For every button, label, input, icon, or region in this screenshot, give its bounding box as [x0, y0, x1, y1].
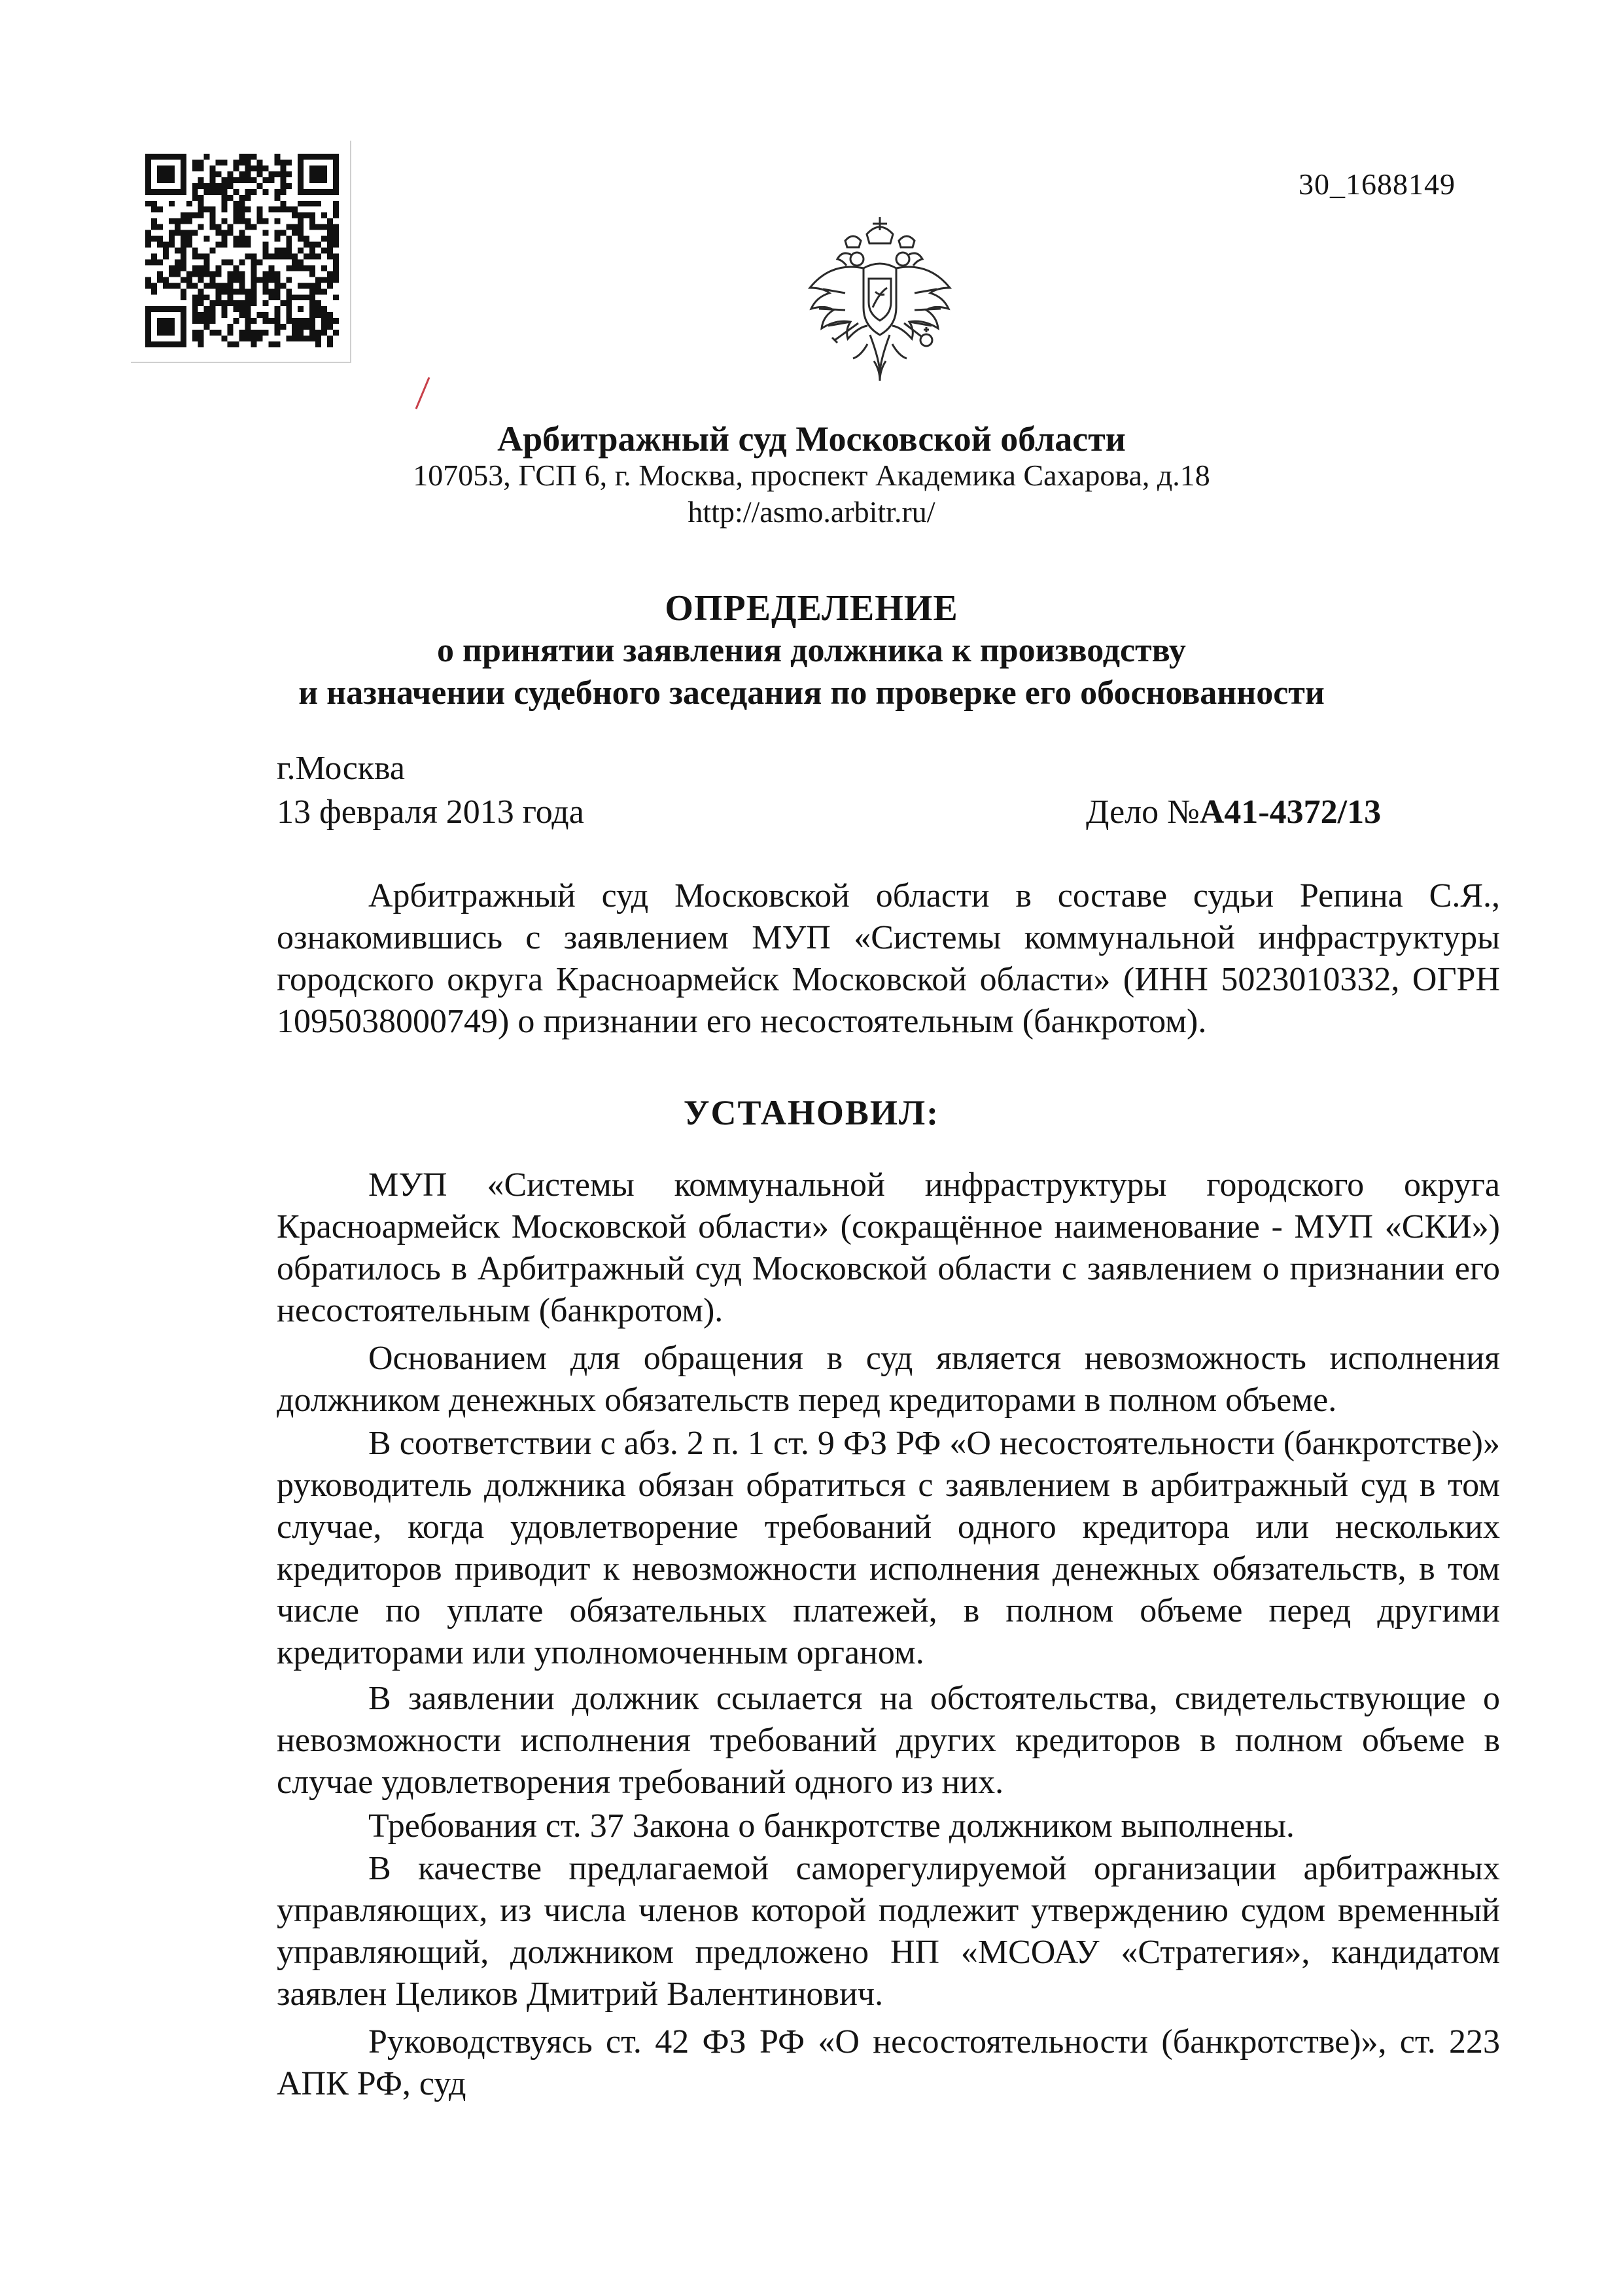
paragraph-text: Руководствуясь ст. 42 ФЗ РФ «О несостоятельности (банкротстве)», ст. 223 АПК РФ, суд [277, 2023, 1500, 2102]
body-paragraph [277, 1678, 1500, 1803]
body-paragraph [277, 1805, 1500, 1847]
paragraph-text: В качестве предлагаемой саморегулируемой организации арбитражных управляющих, из числа членов которой подлежит утверждению судом временный управляющий, должником предложено НП «МСОАУ «Стратегия», кандидатом заявлен Целиков Дмитрий Валентинович. [277, 1850, 1500, 2013]
court-website: http://asmo.arbitr.ru/ [688, 495, 935, 529]
place-of-issue: г.Москва [277, 750, 405, 787]
court-name: Арбитражный суд Московской области [497, 419, 1126, 459]
coat-of-arms-icon [805, 216, 955, 386]
court-address: 107053, ГСП 6, г. Москва, проспект Академика Сахарова, д.18 [413, 459, 1210, 492]
body-paragraph [277, 1338, 1500, 1421]
issue-date: 13 февраля 2013 года [277, 793, 584, 831]
qr-code-graphic [145, 154, 339, 347]
paragraph-text: В соответствии с абз. 2 п. 1 ст. 9 ФЗ РФ «О несостоятельности (банкротстве)» руководитель должника обязан обратиться с заявлением в арбитражный суд в том случае, когда удовлетворение требований одного кредитора или нескольких кредиторов приводит к невозможности исполнения денежных обязательств, в том числе по уплате обязательных платежей, в полном объеме перед другими кредиторами или уполномоченным органом. [277, 1425, 1500, 1671]
section-heading: УСТАНОВИЛ: [683, 1093, 940, 1132]
document-subtitle-line-1: о принятии заявления должника к производству [437, 632, 1186, 669]
qr-code-icon [131, 141, 351, 363]
case-prefix: Дело № [1086, 793, 1200, 831]
intro-paragraph [277, 875, 1500, 1043]
body-paragraph [277, 1848, 1500, 2015]
body-paragraph [277, 1423, 1500, 1674]
case-number [1086, 793, 1381, 831]
body-paragraph [277, 1164, 1500, 1332]
paragraph-text: Требования ст. 37 Закона о банкротстве должником выполнены. [368, 1807, 1295, 1845]
document-id: 30_1688149 [1299, 167, 1456, 201]
document-subtitle-line-2: и назначении судебного заседания по проверке его обоснованности [298, 674, 1325, 712]
intro-text: Арбитражный суд Московской области в составе судьи Репина С.Я., ознакомившись с заявлением МУП «Системы коммунальной инфраструктуры городского округа Красноармейск Московской области» (ИНН 5023010332, ОГРН 1095038000749) о признании его несостоятельным (банкротом). [277, 877, 1500, 1040]
paragraph-text: В заявлении должник ссылается на обстоятельства, свидетельствующие о невозможности исполнения требований других кредиторов в полном объеме в случае удовлетворения требований одного из них. [277, 1680, 1500, 1801]
paragraph-text: МУП «Системы коммунальной инфраструктуры городского округа Красноармейск Московской области» (сокращённое наименование - МУП «СКИ») обратилось в Арбитражный суд Московской области с заявлением о признании его несостоятельным (банкротом). [277, 1166, 1500, 1329]
check-mark-icon [413, 376, 432, 410]
case-number-value: А41-4372/13 [1199, 793, 1382, 831]
body-paragraph [277, 2021, 1500, 2105]
document-title: ОПРЕДЕЛЕНИЕ [665, 588, 958, 629]
paragraph-text: Основанием для обращения в суд является невозможность исполнения должником денежных обязательств перед кредиторами в полном объеме. [277, 1340, 1500, 1419]
